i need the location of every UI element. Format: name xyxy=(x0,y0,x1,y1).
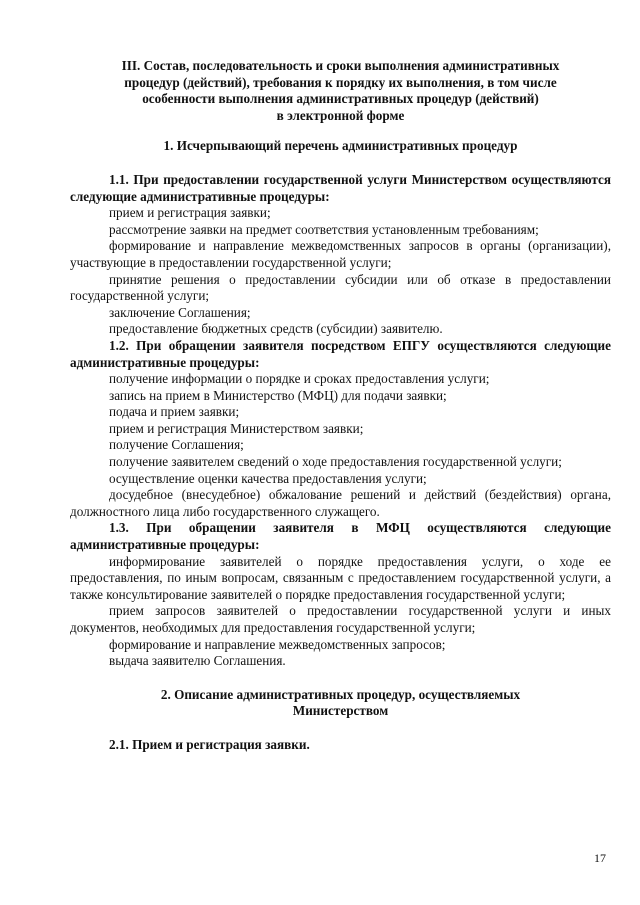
chapter-heading-line: III. Состав, последовательность и сроки выполнения административных xyxy=(121,58,560,73)
list-item: формирование и направление межведомственных запросов; xyxy=(109,636,446,652)
list-item: запись на прием в Министерство (МФЦ) для подачи заявки; xyxy=(109,387,447,403)
document-page xyxy=(70,58,611,754)
list-item: заключение Соглашения; xyxy=(109,304,251,320)
chapter-heading-line: особенности выполнения административных процедур (действий) xyxy=(142,91,539,107)
section-2-title-line: 2. Описание административных процедур, осуществляемых xyxy=(160,686,521,702)
list-item: прием запросов заявителей о предоставлении государственной услуги и иных документов, необходимых для предоставления государственной услуги; xyxy=(70,603,611,635)
chapter-heading xyxy=(70,58,611,124)
list-item: подача и прием заявки; xyxy=(109,404,240,420)
list-item: формирование и направление межведомственных запросов в органы (организации), участвующие в предоставлении государственной услуги; xyxy=(70,238,611,270)
list-item: получение Соглашения; xyxy=(109,437,244,453)
chapter-heading-line: процедур (действий), требования к порядку их выполнения, в том числе xyxy=(124,74,557,90)
section-2-title-line: Министерством xyxy=(292,703,389,719)
section-1-title: 1. Исчерпывающий перечень административных процедур xyxy=(163,138,518,154)
list-item: осуществление оценки качества предоставления услуги; xyxy=(109,470,427,486)
list-item: получение заявителем сведений о ходе предоставления государственной услуги; xyxy=(109,454,562,470)
chapter-heading-line: в электронной форме xyxy=(276,107,405,123)
paragraph-1-2-heading: 1.2. При обращении заявителя посредством ЕПГУ осуществляются следующие административные процедуры: xyxy=(70,337,611,370)
list-item: получение информации о порядке и сроках предоставления услуги; xyxy=(109,371,490,387)
list-item: предоставление бюджетных средств (субсидии) заявителю. xyxy=(109,321,443,337)
list-item: выдача заявителю Соглашения. xyxy=(109,653,286,669)
list-item: прием и регистрация Министерством заявки; xyxy=(109,420,364,436)
paragraph-1-1-heading: 1.1. При предоставлении государственной услуги Министерством осуществляются следующие административные процедуры: xyxy=(70,171,611,204)
paragraph-1-3-heading: 1.3. При обращении заявителя в МФЦ осуществляются следующие административные процедуры: xyxy=(70,520,611,553)
page-number: 17 xyxy=(594,851,606,865)
list-item: рассмотрение заявки на предмет соответствия установленным требованиям; xyxy=(109,221,539,237)
section-2-title xyxy=(70,687,611,720)
list-item: досудебное (внесудебное) обжалование решений и действий (бездействия) органа, должностного лица либо государственного служащего. xyxy=(70,487,611,519)
list-item: прием и регистрация заявки; xyxy=(109,205,271,221)
list-item: информирование заявителей о порядке предоставления услуги, о ходе ее предоставления, по иным вопросам, связанным с предоставлением государственной услуги, а также консультирование заявителей о порядке предоставления государственной услуги; xyxy=(70,553,611,602)
list-item: принятие решения о предоставлении субсидии или об отказе в предоставлении государственной услуги; xyxy=(70,271,611,304)
subsection-2-1-heading: 2.1. Прием и регистрация заявки. xyxy=(109,736,310,752)
